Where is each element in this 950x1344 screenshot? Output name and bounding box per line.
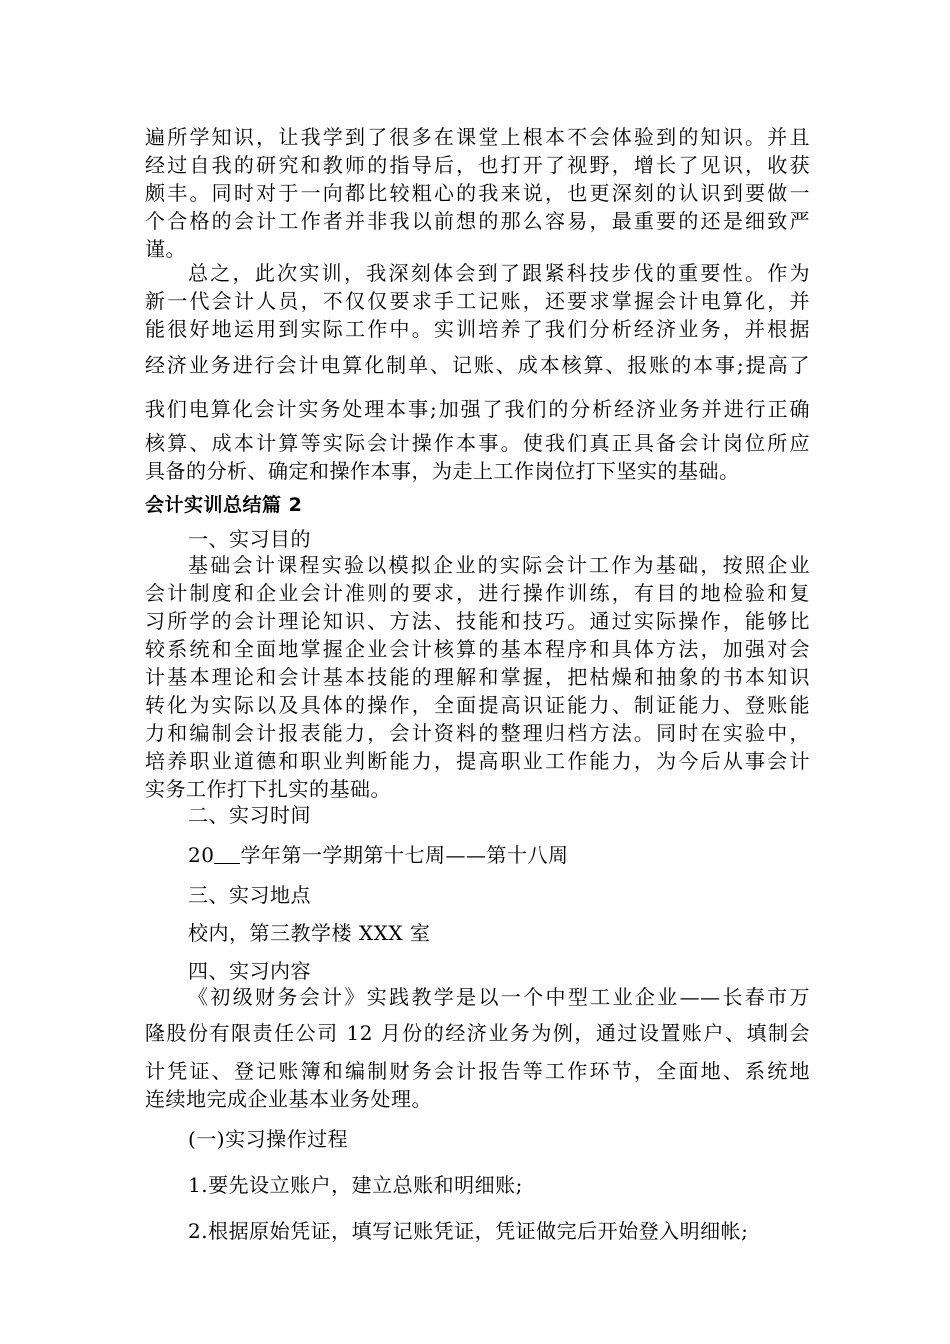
text-line: 具备的分析、确定和操作本事，为走上工作岗位打下坚实的基础。: [145, 459, 740, 483]
text-line: 《初级财务会计》实践教学是以一个中型工业企业——长春市万: [188, 985, 810, 1009]
section-heading: 会计实训总结篇 2: [145, 494, 303, 516]
text-line: 遍所学知识，让我学到了很多在课堂上根本不会体验到的知识。并且: [145, 125, 810, 149]
text-line: 核算、成本计算等实际会计操作本事。使我们真正具备会计岗位所应: [145, 431, 810, 455]
section-title: 四、实习内容: [188, 959, 311, 983]
text-line: 基础会计课程实验以模拟企业的实际会计工作为基础，按照企业: [188, 553, 810, 577]
text-line: 培养职业道德和职业判断能力，提高职业工作能力，为今后从事会计: [145, 749, 810, 773]
time-line: [188, 842, 810, 868]
text-line: 较系统和全面地掌握企业会计核算的基本程序和具体方法，加强对会: [145, 637, 810, 661]
blank-underline: [214, 843, 240, 864]
text-line: 力和编制会计报表能力，会计资料的整理归档方法。同时在实验中，: [145, 721, 810, 745]
text-line: 实务工作打下扎实的基础。: [145, 777, 391, 801]
text-line: 能很好地运用到实际工作中。实训培养了我们分析经济业务，并根据: [145, 317, 810, 341]
text-line: 隆股份有限责任公司 12 月份的经济业务为例，通过设置账户、填制会: [145, 1021, 810, 1045]
text-line: 经过自我的研究和教师的指导后，也打开了视野，增长了见识，收获: [145, 153, 810, 177]
text-line: 我们电算化会计实务处理本事;加强了我们的分析经济业务并进行正确: [145, 397, 810, 421]
text-line: 习所学的会计理论知识、方法、技能和技巧。通过实际操作，能够比: [145, 609, 810, 633]
section-title: 一、实习目的: [188, 527, 311, 551]
text-line: 谨。: [145, 237, 186, 261]
text-line: 计凭证、登记账簿和编制财务会计报告等工作环节，全面地、系统地: [145, 1059, 810, 1083]
section-title: 二、实习时间: [188, 803, 311, 827]
text-line: 连续地完成企业基本业务处理。: [145, 1087, 432, 1111]
text-line: 计基本理论和会计基本技能的理解和掌握，把枯燥和抽象的书本知识: [145, 665, 810, 689]
list-item: 2.根据原始凭证，填写记账凭证，凭证做完后开始登入明细帐;: [188, 1219, 749, 1243]
text-line: 会计制度和企业会计准则的要求，进行操作训练，有目的地检验和复: [145, 581, 810, 605]
text-line: 颇丰。同时对于一向都比较粗心的我来说，也更深刻的认识到要做一: [145, 181, 810, 205]
time-text: 学年第一学期第十七周——第十八周: [240, 843, 569, 867]
text-line: 新一代会计人员，不仅仅要求手工记账，还要求掌握会计电算化，并: [145, 289, 810, 313]
subsection-title: (一)实习操作过程: [188, 1127, 349, 1151]
time-year-prefix: 20: [188, 843, 215, 867]
section-title: 三、实习地点: [188, 883, 311, 907]
text-line: 转化为实际以及具体的操作，全面提高识证能力、制证能力、登账能: [145, 693, 810, 717]
list-item: 1.要先设立账户，建立总账和明细账;: [188, 1173, 523, 1197]
location-line: 校内，第三教学楼 XXX 室: [188, 921, 431, 945]
text-line: 经济业务进行会计电算化制单、记账、成本核算、报账的本事;提高了: [145, 353, 810, 377]
text-line: 个合格的会计工作者并非我以前想的那么容易，最重要的还是细致严: [145, 209, 810, 233]
text-line: 总之，此次实训，我深刻体会到了跟紧科技步伐的重要性。作为: [188, 261, 810, 285]
